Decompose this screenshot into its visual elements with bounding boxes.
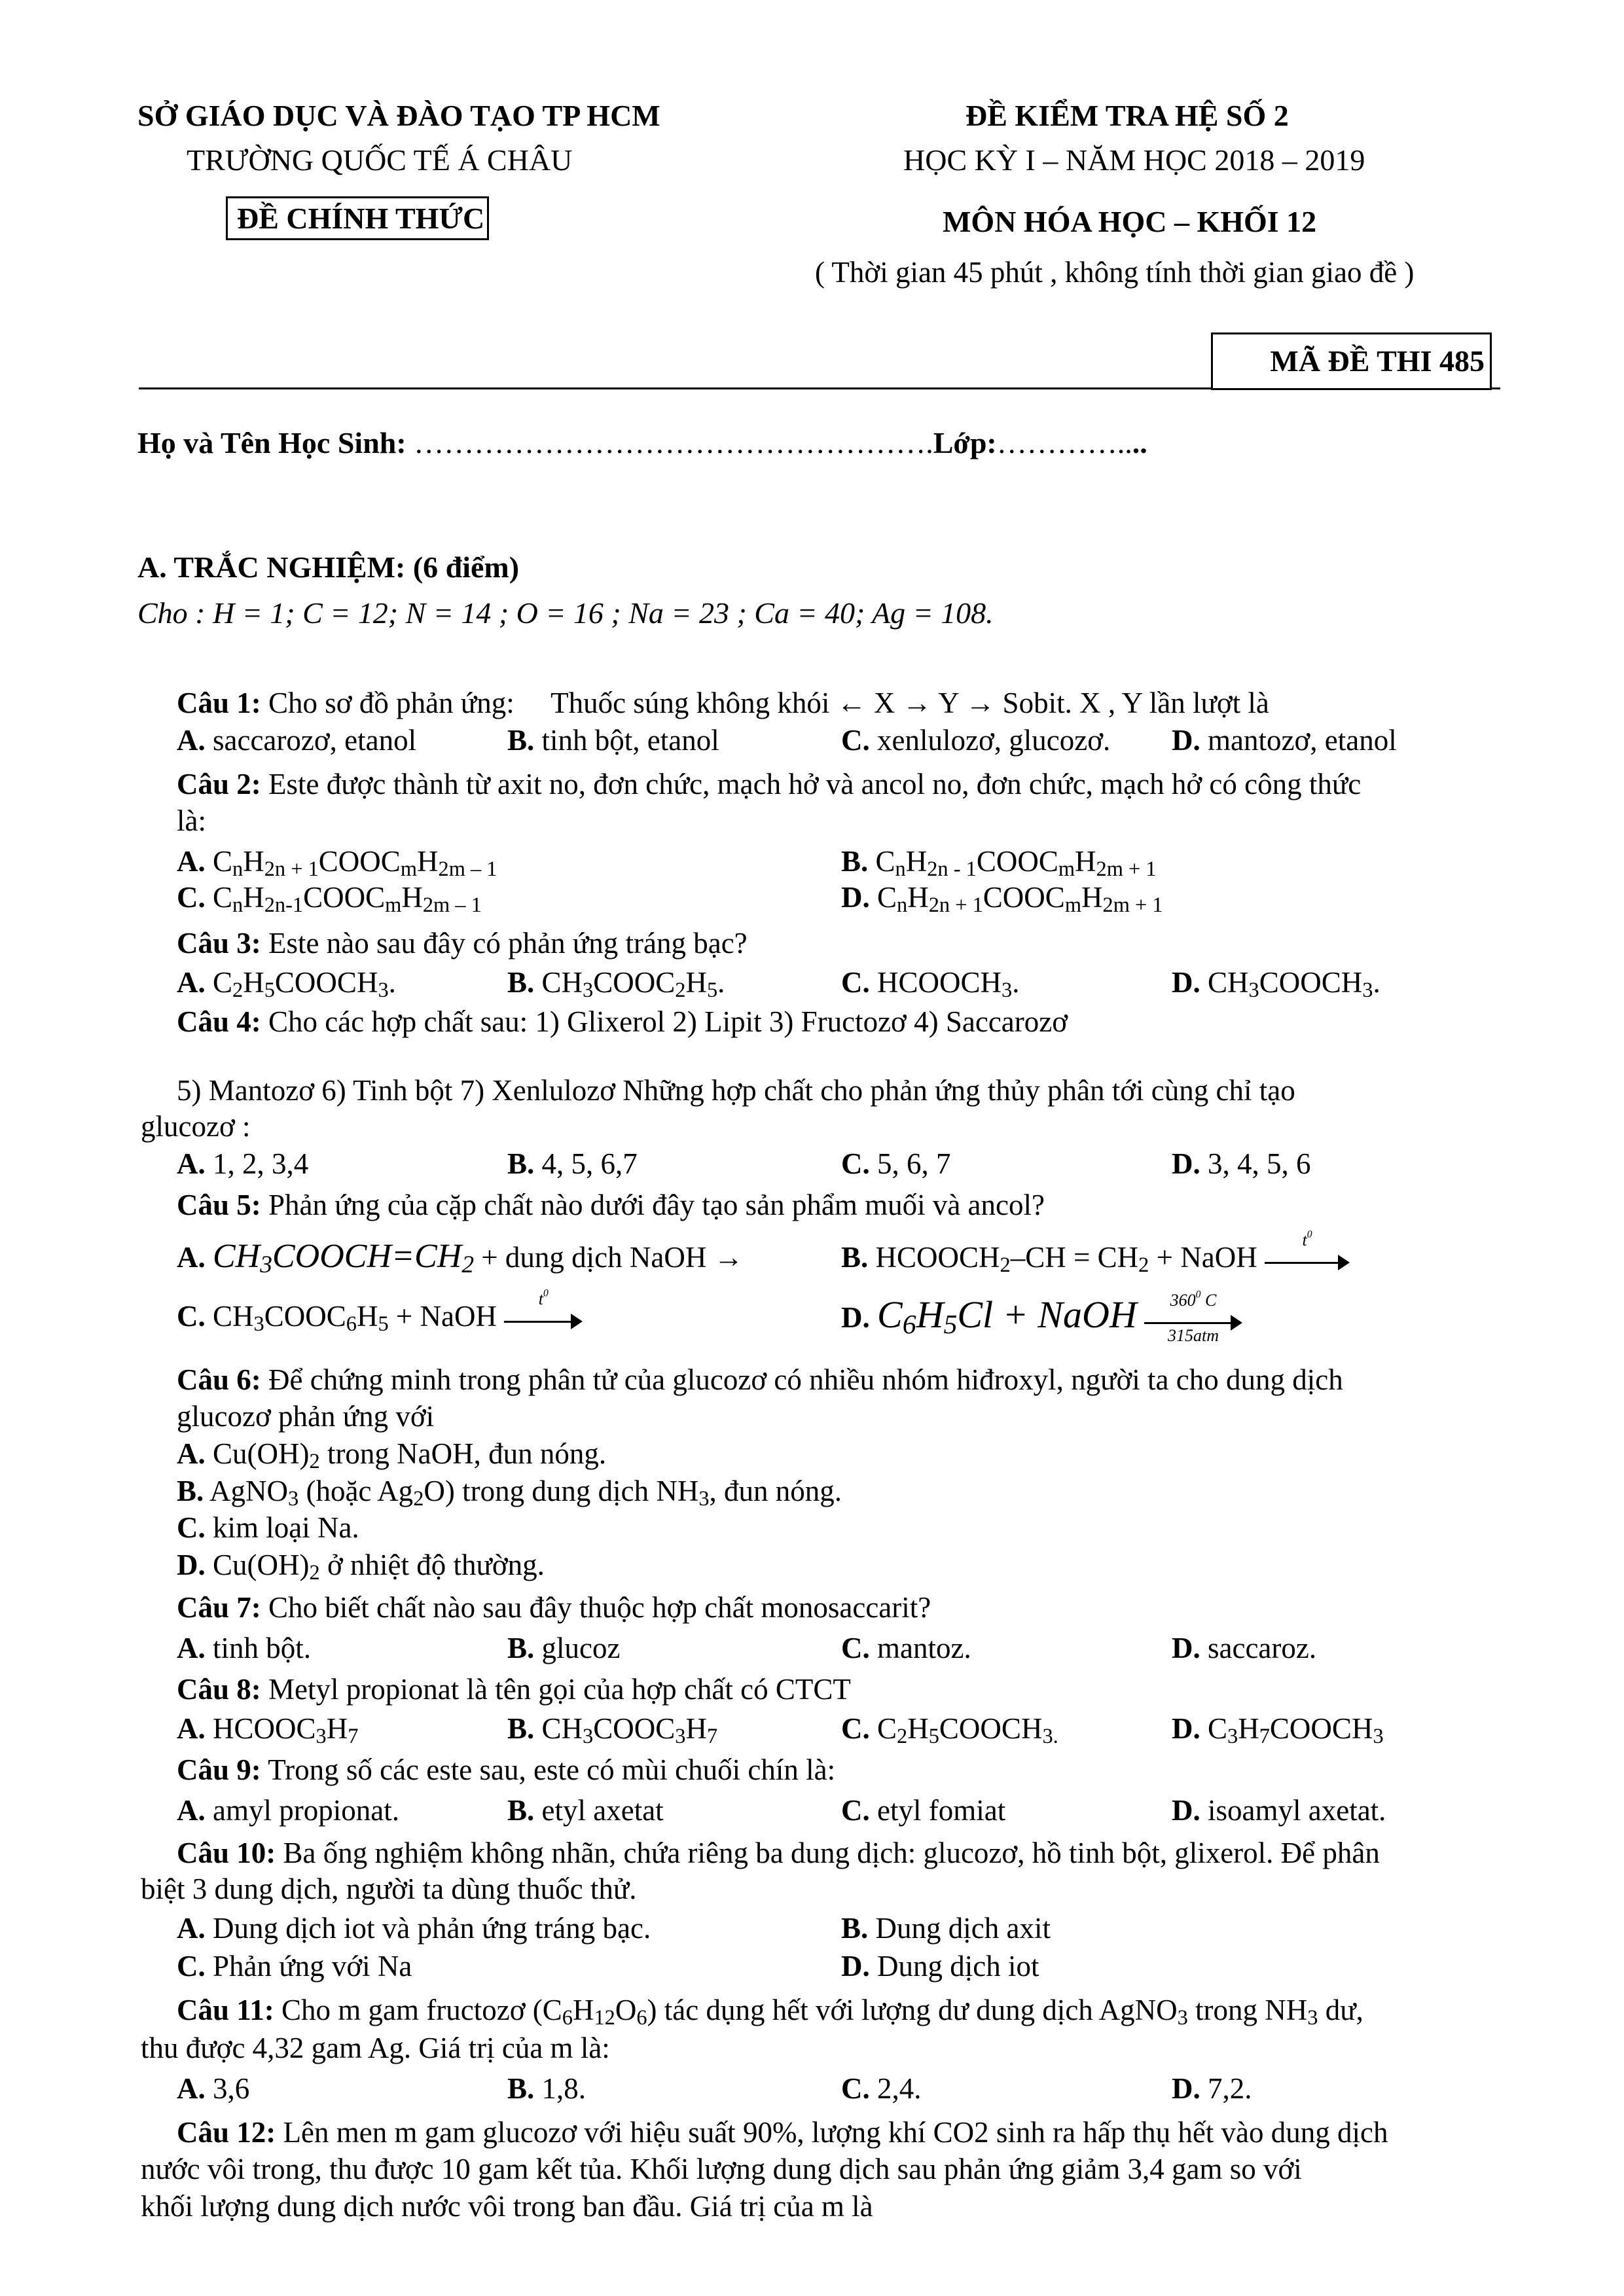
school-name: TRƯỜNG QUỐC TẾ Á CHÂU	[187, 143, 573, 177]
reaction-arrow: $t^0$	[1265, 1247, 1350, 1274]
option-text: Dung dịch axit	[875, 1912, 1051, 1945]
option-letter: A.	[177, 2072, 206, 2105]
q2-text-cont: là:	[177, 804, 206, 837]
q9-label: Câu 9:	[177, 1753, 261, 1786]
option-text: Phản ứng với Na	[213, 1950, 412, 1982]
option-text: , đun nóng.	[709, 1475, 842, 1507]
question-1	[177, 686, 1269, 720]
option-letter: D.	[1172, 2072, 1200, 2105]
q2-option-d[interactable]: D. $C_nH_{2n + 1}COOC_mH_{2m + 1}$	[841, 881, 1163, 918]
q5-text: Phản ứng của cặp chất nào dưới đây tạo sản phẩm muối và ancol?	[268, 1189, 1045, 1221]
option-letter: D.	[177, 1549, 206, 1581]
option-letter: D.	[1172, 1794, 1200, 1827]
q4-option-a[interactable]	[177, 1147, 308, 1181]
question-11: Câu 11: Cho m gam fructozơ $(C_6H_{12}O_6)$ tác dụng hết với lượng dư dung dịch AgNO$_3$ trong $NH_3$ dư,	[177, 1994, 1363, 2030]
q8-label: Câu 8:	[177, 1673, 261, 1706]
question-9	[177, 1753, 835, 1787]
option-letter: A.	[177, 845, 206, 878]
q11-text-cont: thu được 4,32 gam Ag. Giá trị của m là:	[141, 2032, 610, 2064]
option-letter: C.	[841, 724, 870, 757]
time-note: ( Thời gian 45 phút , không tính thời gian giao đề )	[815, 256, 1415, 289]
question-2	[177, 767, 1361, 801]
option-letter: B.	[177, 1475, 204, 1507]
q5-option-b[interactable]: B. $HCOOCH_2-CH = CH_2$ + NaOH $t^0$	[841, 1240, 1350, 1274]
arrow-label: t	[1302, 1230, 1307, 1249]
option-letter: B.	[507, 1712, 535, 1745]
option-text: + dung dịch NaOH →	[474, 1241, 744, 1274]
option-text: trong NaOH, đun nóng.	[319, 1437, 607, 1470]
option-letter: C.	[841, 1712, 870, 1745]
option-letter: A.	[177, 1794, 206, 1827]
option-letter: D.	[1172, 1147, 1200, 1180]
q8-text: Metyl propionat là tên gọi của hợp chất có CTCT	[268, 1673, 851, 1706]
option-text: kim loại Na.	[213, 1511, 359, 1544]
option-text: ở nhiệt độ thường.	[319, 1549, 545, 1581]
q5-option-a[interactable]: A. $CH_3COOCH=CH_2$ + dung dịch NaOH →	[177, 1238, 744, 1279]
option-letter: A.	[177, 1912, 206, 1945]
option-letter: D.	[1172, 1632, 1200, 1664]
option-text: saccaroz.	[1208, 1632, 1317, 1664]
q6-label: Câu 6:	[177, 1363, 261, 1396]
semester: HỌC KỲ I – NĂM HỌC 2018 – 2019	[903, 143, 1365, 177]
q6-option-a[interactable]: A. $Cu(OH)_2$ trong NaOH, đun nóng.	[177, 1437, 607, 1474]
q6-option-c[interactable]	[177, 1511, 359, 1545]
option-letter: D.	[1172, 1712, 1200, 1745]
option-letter: C.	[841, 966, 870, 999]
class-label: Lớp:	[933, 426, 997, 459]
option-letter: C.	[177, 1511, 206, 1544]
q6-option-d[interactable]: D. $Cu(OH)_2$ ở nhiệt độ thường.	[177, 1549, 545, 1585]
question-12	[177, 2115, 1388, 2149]
option-letter: B.	[507, 2072, 535, 2105]
option-text: CH	[213, 1300, 254, 1333]
question-5	[177, 1188, 1045, 1222]
q7-option-b[interactable]	[507, 1631, 620, 1665]
option-text: 3,6	[213, 2072, 250, 2105]
q11-option-a[interactable]	[177, 2072, 249, 2106]
q7-text: Cho biết chất nào sau đây thuộc hợp chất monosaccarit?	[268, 1591, 931, 1624]
q10-option-a[interactable]	[177, 1911, 651, 1945]
option-letter: A.	[177, 966, 206, 999]
option-text: –CH = CH	[1010, 1241, 1139, 1274]
q2-label: Câu 2:	[177, 768, 261, 800]
q11-text: dư,	[1318, 1994, 1363, 2026]
option-letter: B.	[841, 845, 869, 878]
option-letter: C.	[841, 1147, 870, 1180]
option-letter: C.	[177, 881, 206, 914]
option-text: 1, 2, 3,4	[213, 1147, 309, 1180]
question-8	[177, 1672, 851, 1706]
q9-option-a[interactable]	[177, 1793, 399, 1827]
option-text: xenlulozơ, glucozơ.	[877, 724, 1111, 757]
q5-option-c[interactable]: C. $CH_3COOC_6H_5$ + NaOH $t^0$	[177, 1299, 583, 1333]
section-title: A. TRẮC NGHIỆM: (6 điểm)	[137, 550, 520, 584]
option-text: tinh bột.	[213, 1632, 312, 1664]
q3-text: Este nào sau đây có phản ứng tráng bạc?	[268, 927, 748, 960]
q8-option-a[interactable]: A. $HCOOC_3H_7$	[177, 1712, 359, 1749]
q4-option-d[interactable]	[1172, 1147, 1311, 1181]
q3-option-b[interactable]: B. $CH_3COOC_2H_5$.	[507, 966, 725, 1003]
option-text: HCOOCH	[875, 1241, 1000, 1274]
reaction-arrow: $360^0$ C 315atm	[1144, 1308, 1242, 1334]
q2-option-c[interactable]: C. $C_nH_{2n-1}COOC_mH_{2m - 1}$	[177, 881, 482, 918]
q12-text: Lên men m gam glucozơ với hiệu suất 90%, lượng khí CO2 sinh ra hấp thụ hết vào dung dịch	[283, 2116, 1388, 2149]
reaction-arrow: $t^0$	[504, 1306, 583, 1333]
official-box: ĐỀ CHÍNH THỨC	[226, 196, 489, 240]
q9-option-c[interactable]	[841, 1793, 1005, 1827]
q2-option-b[interactable]: B. $C_nH_{2n - 1}COOC_mH_{2m + 1}$	[841, 845, 1157, 882]
q6-option-b[interactable]: B. AgNO$_3$ (hoặc $Ag_2O$) trong dung dịch $NH_3$, đun nóng.	[177, 1475, 842, 1511]
q11-option-c[interactable]	[841, 2072, 922, 2106]
option-text: etyl fomiat	[877, 1794, 1006, 1827]
option-text: isoamyl axetat.	[1208, 1794, 1386, 1827]
option-letter: D.	[841, 881, 870, 914]
q11-text: Cho m gam fructozơ (C	[281, 1994, 562, 2026]
q10-option-c[interactable]	[177, 1949, 412, 1983]
option-letter: C.	[841, 1794, 870, 1827]
option-letter: A.	[177, 1712, 206, 1745]
option-letter: B.	[507, 1632, 535, 1664]
q1-label: Câu 1:	[177, 687, 261, 719]
option-letter: C.	[177, 1300, 206, 1333]
class-field[interactable]: …………..	[996, 426, 1132, 459]
option-letter: C.	[177, 1950, 206, 1982]
q3-option-c[interactable]: C. $HCOOCH_3$.	[841, 966, 1020, 1003]
option-letter: B.	[841, 1241, 869, 1274]
subject: MÔN HÓA HỌC – KHỐI 12	[943, 205, 1317, 238]
option-text: 3, 4, 5, 6	[1208, 1147, 1311, 1180]
q1-option-a[interactable]	[177, 723, 416, 757]
option-letter: B.	[507, 1794, 535, 1827]
option-letter: D.	[1172, 724, 1200, 757]
question-3	[177, 926, 748, 960]
q7-label: Câu 7:	[177, 1591, 261, 1624]
name-label: Họ và Tên Học Sinh:	[137, 426, 406, 459]
option-letter: A.	[177, 1241, 206, 1274]
arrow-label-top: 360	[1170, 1290, 1196, 1310]
q1-option-b[interactable]	[507, 723, 719, 757]
option-letter: A.	[177, 1437, 206, 1470]
q9-option-b[interactable]	[507, 1793, 664, 1827]
option-letter: D.	[841, 1950, 870, 1982]
option-text: mantozơ, etanol	[1208, 724, 1397, 757]
option-text: etyl axetat	[541, 1794, 664, 1827]
q1-option-c[interactable]	[841, 723, 1110, 757]
q11-option-d[interactable]	[1172, 2072, 1252, 2106]
q10-option-b[interactable]	[841, 1911, 1051, 1945]
option-letter: D.	[1172, 966, 1200, 999]
q11-text: trong NH	[1187, 1994, 1308, 2026]
q12-text-cont: nước vôi trong, thu được 10 gam kết tủa. Khối lượng dung dịch sau phản ứng giảm 3,4 gam so với	[141, 2153, 1302, 2185]
q11-option-b[interactable]	[507, 2072, 586, 2106]
option-text: 7,2.	[1208, 2072, 1252, 2105]
q3-label: Câu 3:	[177, 927, 261, 960]
q10-option-d[interactable]	[841, 1949, 1039, 1983]
option-text: tinh bột, etanol	[541, 724, 719, 757]
q2-text: Este được thành từ axit no, đơn chức, mạch hở và ancol no, đơn chức, mạch hở có công thức	[268, 768, 1362, 800]
option-text: glucoz	[541, 1632, 621, 1664]
q4-option-c[interactable]	[841, 1147, 951, 1181]
student-info-line	[137, 425, 1147, 460]
option-letter: B.	[507, 1147, 535, 1180]
exam-code-box: MÃ ĐỀ THI 485	[1211, 332, 1492, 390]
q1-option-d[interactable]	[1172, 723, 1397, 757]
q9-option-d[interactable]	[1172, 1793, 1386, 1827]
q1-text-b: Thuốc súng không khói ← X → Y → Sobit. X , Y lần lượt là	[550, 687, 1269, 719]
q11-text: ) tác dụng hết với lượng dư dung dịch AgNO	[647, 1994, 1178, 2026]
option-letter: C.	[841, 2072, 870, 2105]
q8-option-b[interactable]: B. $CH_3COOC_3H_7$	[507, 1712, 718, 1749]
q4-text: Cho các hợp chất sau: 1) Glixerol 2) Lipit 3) Fructozơ 4) Saccarozơ	[268, 1005, 1068, 1038]
option-letter: C.	[841, 1632, 870, 1664]
question-6	[177, 1363, 1343, 1397]
q4-option-b[interactable]	[507, 1147, 638, 1181]
option-text: 4, 5, 6,7	[541, 1147, 638, 1180]
option-text: (hoặc Ag	[298, 1475, 414, 1507]
option-letter: D.	[841, 1301, 870, 1334]
q1-text-a: Cho sơ đồ phản ứng:	[268, 687, 514, 719]
q10-label: Câu 10:	[177, 1837, 276, 1869]
q3-option-d[interactable]: D. $CH_3COOCH_3$.	[1172, 966, 1380, 1003]
arrow-label: t	[538, 1289, 543, 1308]
q3-option-a[interactable]: A. $C_2H_5COOCH_3$.	[177, 966, 396, 1003]
q2-option-a[interactable]: A. $C_nH_{2n + 1}COOC_mH_{2m - 1}$	[177, 845, 497, 882]
arrow-label-bottom: 315atm	[1167, 1325, 1219, 1345]
option-text: O) trong dung dịch NH	[424, 1475, 699, 1507]
exam-title: ĐỀ KIỂM TRA HỆ SỐ 2	[965, 99, 1289, 132]
option-letter: A.	[177, 1632, 206, 1664]
q7-option-a[interactable]	[177, 1631, 311, 1665]
q8-option-c[interactable]: C. $C_2H_5COOCH_{3.}$	[841, 1712, 1058, 1749]
option-text: amyl propionat.	[213, 1794, 399, 1827]
q6-text: Để chứng minh trong phân tử của glucozơ có nhiều nhóm hiđroxyl, người ta cho dung dịch	[268, 1363, 1343, 1396]
q11-label: Câu 11:	[177, 1994, 274, 2026]
q6-text-cont: glucozơ phản ứng với	[177, 1400, 435, 1433]
q10-text: Ba ống nghiệm không nhãn, chứa riêng ba dung dịch: glucozơ, hồ tinh bột, glixerol. Để phân	[283, 1837, 1380, 1869]
q4-label: Câu 4:	[177, 1005, 261, 1038]
option-letter: B.	[841, 1912, 869, 1945]
q7-option-c[interactable]	[841, 1631, 971, 1665]
option-letter: B.	[507, 724, 535, 757]
option-text: + NaOH	[1149, 1241, 1257, 1274]
option-text: Dung dịch iot và phản ứng tráng bạc.	[213, 1912, 651, 1945]
question-7	[177, 1590, 931, 1624]
atomic-masses: Cho : H = 1; C = 12; N = 14 ; O = 16 ; Na = 23 ; Ca = 40; Ag = 108.	[137, 596, 994, 630]
q12-text-cont2: khối lượng dung dịch nước vôi trong ban đầu. Giá trị của m là	[141, 2190, 873, 2223]
q8-option-d[interactable]: D. $C_3H_7COOCH_3$	[1172, 1712, 1384, 1749]
option-letter: A.	[177, 1147, 206, 1180]
q5-label: Câu 5:	[177, 1189, 261, 1221]
q7-option-d[interactable]	[1172, 1631, 1316, 1665]
q12-label: Câu 12:	[177, 2116, 276, 2149]
name-field[interactable]: …………………………………………….	[414, 426, 933, 459]
option-text: 1,8.	[541, 2072, 586, 2105]
option-letter: A.	[177, 724, 206, 757]
class-end: ..	[1132, 426, 1147, 459]
option-text: saccarozơ, etanol	[213, 724, 417, 757]
q4-text-cont: 5) Mantozơ 6) Tinh bột 7) Xenlulozơ Những hợp chất cho phản ứng thủy phân tới cùng chỉ tạo	[177, 1074, 1295, 1107]
q10-text-cont: biệt 3 dung dịch, người ta dùng thuốc thử.	[141, 1873, 637, 1905]
option-text: 5, 6, 7	[877, 1147, 951, 1180]
q9-text: Trong số các este sau, este có mùi chuối chín là:	[268, 1753, 836, 1786]
question-10	[177, 1836, 1380, 1870]
option-text: + NaOH	[388, 1300, 497, 1333]
option-text: 2,4.	[877, 2072, 922, 2105]
option-letter: B.	[507, 966, 535, 999]
q4-text-cont2: glucozơ :	[141, 1110, 251, 1143]
question-4	[177, 1005, 1068, 1039]
q5-option-d[interactable]: D. $C_6H_5Cl$ + NaOH $360^0$ C 315atm	[841, 1293, 1242, 1336]
department-name: SỞ GIÁO DỤC VÀ ĐÀO TẠO TP HCM	[137, 99, 660, 132]
option-text: Dung dịch iot	[877, 1950, 1039, 1982]
option-text: mantoz.	[877, 1632, 971, 1664]
